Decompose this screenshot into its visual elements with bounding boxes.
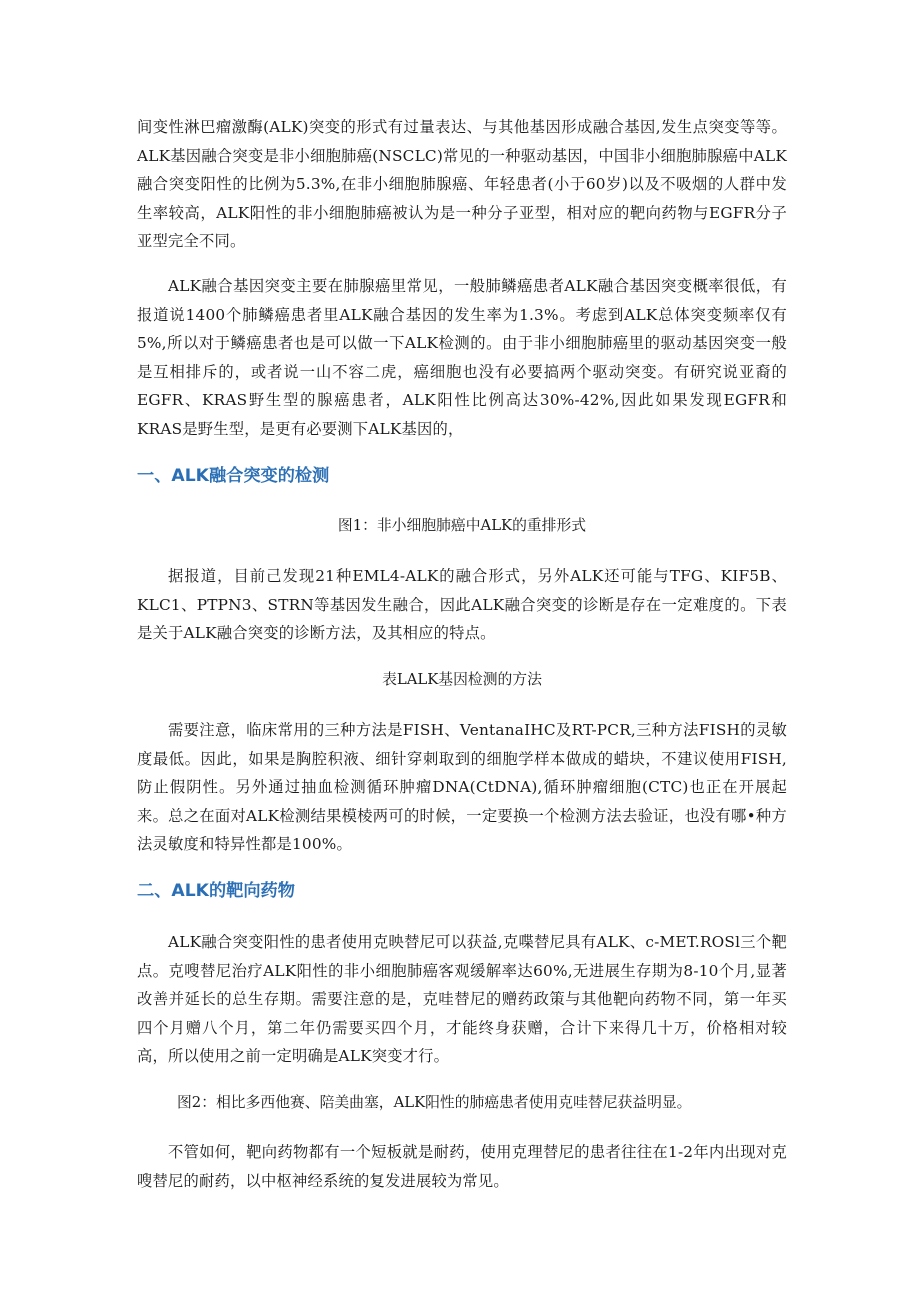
paragraph-detection-methods: 需要注意，临床常用的三种方法是FISH、VentanaIHC及RT-PCR,三种方法FISH的灵敏度最低。因此，如果是胸腔积液、细针穿刺取到的细胞学样本做成的蜡块，不建议使用FISH,防止假阴性。另外通过抽血检测循环肿瘤DNA(CtDNA),循环肿瘤细胞(CTC)也正在开展起来。总之在面对ALK检测结果模棱两可的时候，一定要换一个检测方法去验证，也没有哪•种方法灵敏度和特异性都是100%。 (137, 721, 787, 854)
figure-1-caption: 图1：非小细胞肺癌中ALK的重排形式 (337, 517, 587, 534)
heading-alk: ALK (171, 466, 209, 486)
section-heading-targeted-drugs (137, 877, 787, 905)
section-heading-detection (137, 462, 787, 490)
heading-alk: ALK (171, 881, 209, 901)
paragraph-alk-squamous: ALK融合基因突变主要在肺腺癌里常见，一般肺鳞癌患者ALK融合基因突变概率很低，有报道说1400个肺鳞癌患者里ALK融合基因的发生率为1.3%。考虑到ALK总体突变频率仅有5%,所以对于鳞癌患者也是可以做一下ALK检测的。由于非小细胞肺癌里的驱动基因突变一般是互相排斥的，或者说一山不容二虎，癌细胞也没有必要搞两个驱动突变。有研究说亚裔的EGFR、KRAS野生型的腺癌患者，ALK阳性比例高达30%-42%,因此如果发现EGFR和KRAS是野生型，是更有必要测下ALK基因的， (137, 277, 787, 438)
paragraph-resistance: 不管如何，靶向药物都有一个短板就是耐药，使用克理替尼的患者往往在1-2年内出现对克嗖替尼的耐药，以中枢神经系统的复发进展较为常见。 (137, 1143, 787, 1190)
heading-title: 融合突变的检测 (208, 466, 330, 486)
paragraph-fusion-forms: 据报道，目前己发现21种EML4-ALK的融合形式，另外ALK还可能与TFG、KIF5B、KLC1、PTPN3、STRN等基因发生融合，因此ALK融合突变的诊断是存在一定难度的。下表是关于ALK融合突变的诊断方法，及其相应的特点。 (137, 567, 787, 643)
paragraph-crizotinib: ALK融合突变阳性的患者使用克映替尼可以获益,克喋替尼具有ALK、c-MET.ROSl三个靶点。克嗖替尼治疗ALK阳性的非小细胞肺癌客观缓解率达60%,无进展生存期为8-10个月,显著改善并延长的总生存期。需要注意的是，克哇替尼的赠药政策与其他靶向药物不同，第一年买四个月赠八个月，第二年仍需要买四个月，才能终身获赠，合计下来得几十万，价格相对较高，所以使用之前一定明确是ALK突变才行。 (137, 933, 787, 1066)
figure-2-caption: 图2：相比多西他赛、陪美曲塞，ALK阳性的肺癌患者使用克哇替尼获益明显。 (177, 1094, 692, 1111)
table-1-caption: 表LALK基因检测的方法 (382, 671, 542, 688)
heading-number: 一、 (137, 466, 172, 486)
paragraph-alk-intro: 间变性淋巴瘤激酶(ALK)突变的形式有过量表达、与其他基因形成融合基因,发生点突变等等。ALK基因融合突变是非小细胞肺癌(NSCLC)常见的一种驱动基因，中国非小细胞肺腺癌中ALK融合突变阳性的比例为5.3%,在非小细胞肺腺癌、年轻患者(小于60岁)以及不吸烟的人群中发生率较高，ALK阳性的非小细胞肺癌被认为是一种分子亚型，相对应的靶向药物与EGFR分子亚型完全不同。 (137, 118, 787, 251)
heading-title: 的靶向药物 (208, 881, 295, 901)
heading-number: 二、 (137, 881, 172, 901)
